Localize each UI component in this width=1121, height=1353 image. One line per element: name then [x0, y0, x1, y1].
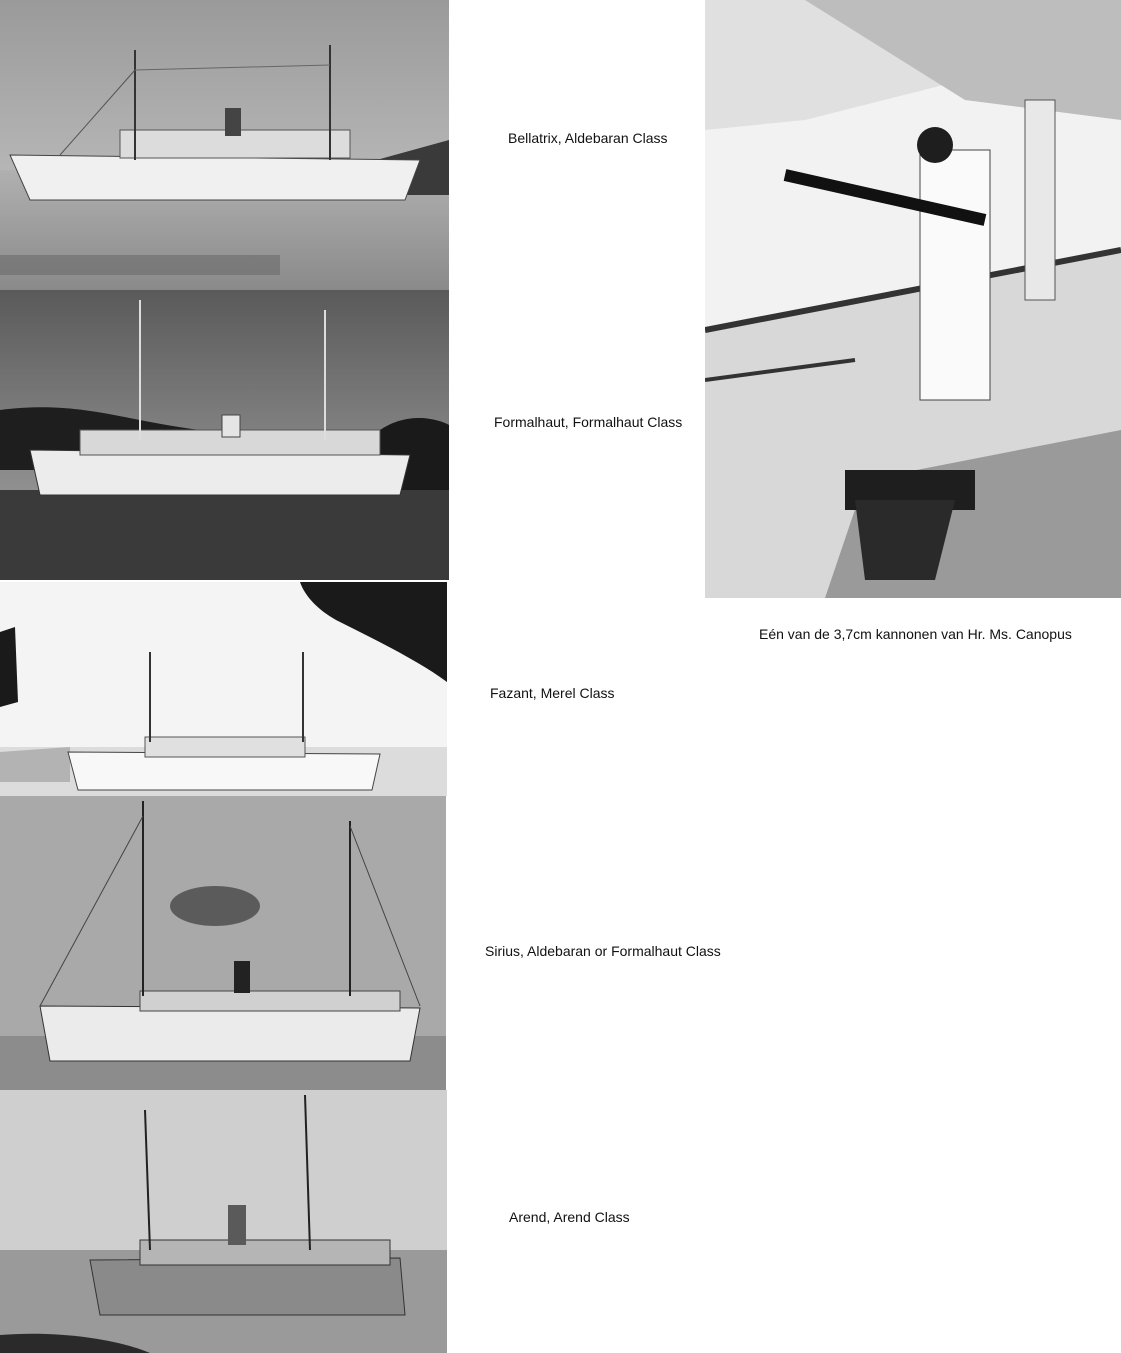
photo-arend: [0, 1090, 447, 1353]
caption-sirius: Sirius, Aldebaran or Formalhaut Class: [485, 943, 721, 959]
photo-formalhaut: [0, 290, 449, 580]
caption-canopus: Eén van de 3,7cm kannonen van Hr. Ms. Canopus: [759, 626, 1072, 642]
caption-bellatrix: Bellatrix, Aldebaran Class: [508, 130, 668, 146]
photo-bellatrix: [0, 0, 449, 290]
photo-fazant: [0, 582, 447, 796]
photo-canopus-gun: [705, 0, 1121, 598]
caption-fazant: Fazant, Merel Class: [490, 685, 615, 701]
caption-arend: Arend, Arend Class: [509, 1209, 630, 1225]
photo-sirius: [0, 796, 446, 1090]
caption-formalhaut: Formalhaut, Formalhaut Class: [494, 414, 683, 430]
